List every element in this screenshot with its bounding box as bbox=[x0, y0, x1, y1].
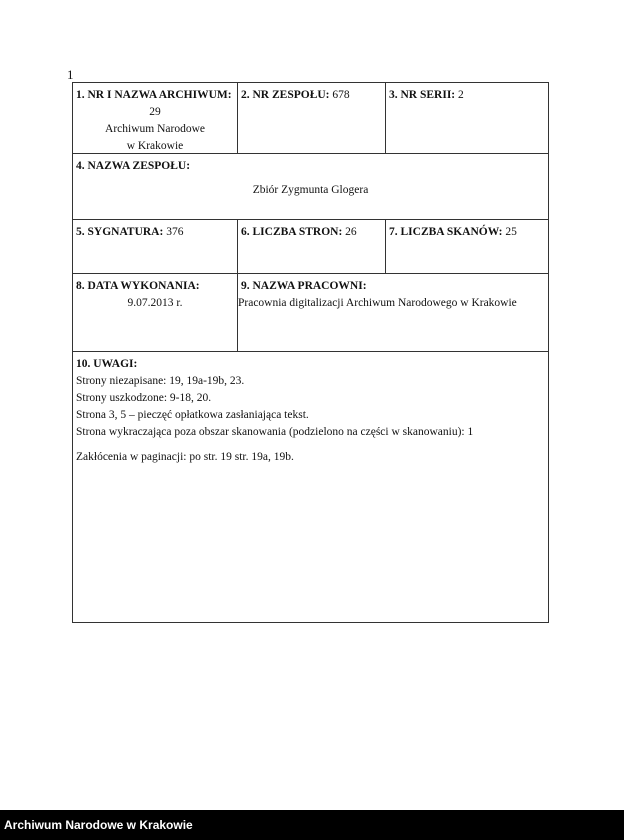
scan-count-value: 25 bbox=[505, 226, 517, 238]
notes-line: Strony uszkodzone: 9-18, 20. bbox=[76, 392, 212, 404]
workshop-cell bbox=[238, 274, 548, 352]
page-count-cell bbox=[238, 220, 386, 274]
date-cell bbox=[73, 274, 238, 352]
series-number-label: 3. NR SERII: bbox=[389, 89, 456, 101]
signature-value: 376 bbox=[166, 226, 184, 238]
fonds-name-label: 4. NAZWA ZESPOŁU: bbox=[76, 160, 191, 172]
notes-line: Strona 3, 5 – pieczęć opłatkowa zasłaniająca tekst. bbox=[76, 409, 309, 421]
scan-count-cell bbox=[386, 220, 548, 274]
workshop-value: Pracownia digitalizacji Archiwum Narodowego w Krakowie bbox=[238, 297, 517, 309]
page-count-label: 6. LICZBA STRON: bbox=[241, 226, 343, 238]
date-value: 9.07.2013 r. bbox=[127, 297, 183, 309]
footer-bar: Archiwum Narodowe w Krakowie bbox=[0, 810, 624, 840]
notes-line: Strona wykraczająca poza obszar skanowania (podzielono na części w skanowaniu): 1 bbox=[76, 426, 474, 438]
date-label: 8. DATA WYKONANIA: bbox=[76, 280, 200, 292]
page-count-value: 26 bbox=[345, 226, 357, 238]
archive-name-line1: Archiwum Narodowe bbox=[105, 123, 205, 135]
metadata-form bbox=[72, 82, 549, 623]
series-number-value: 2 bbox=[458, 89, 464, 101]
signature-label: 5. SYGNATURA: bbox=[76, 226, 164, 238]
archive-number: 29 bbox=[149, 106, 161, 118]
notes-line: Zakłócenia w paginacji: po str. 19 str. 19a, 19b. bbox=[76, 451, 294, 463]
archive-label: 1. NR I NAZWA ARCHIWUM: bbox=[76, 89, 232, 101]
signature-cell bbox=[73, 220, 238, 274]
notes-label: 10. UWAGI: bbox=[76, 358, 138, 370]
page-number: 1 bbox=[67, 67, 74, 82]
notes-cell bbox=[73, 352, 548, 622]
series-number-cell bbox=[386, 83, 548, 154]
fonds-number-value: 678 bbox=[332, 89, 350, 101]
archive-cell bbox=[73, 83, 238, 154]
notes-line: Strony niezapisane: 19, 19a-19b, 23. bbox=[76, 375, 245, 387]
scan-count-label: 7. LICZBA SKANÓW: bbox=[389, 226, 503, 238]
archive-name-line2: w Krakowie bbox=[126, 140, 184, 152]
workshop-label: 9. NAZWA PRACOWNI: bbox=[241, 280, 367, 292]
fonds-number-cell bbox=[238, 83, 386, 154]
fonds-name-cell bbox=[73, 154, 548, 220]
fonds-number-label: 2. NR ZESPOŁU: bbox=[241, 89, 330, 101]
fonds-name-value: Zbiór Zygmunta Glogera bbox=[252, 184, 369, 196]
